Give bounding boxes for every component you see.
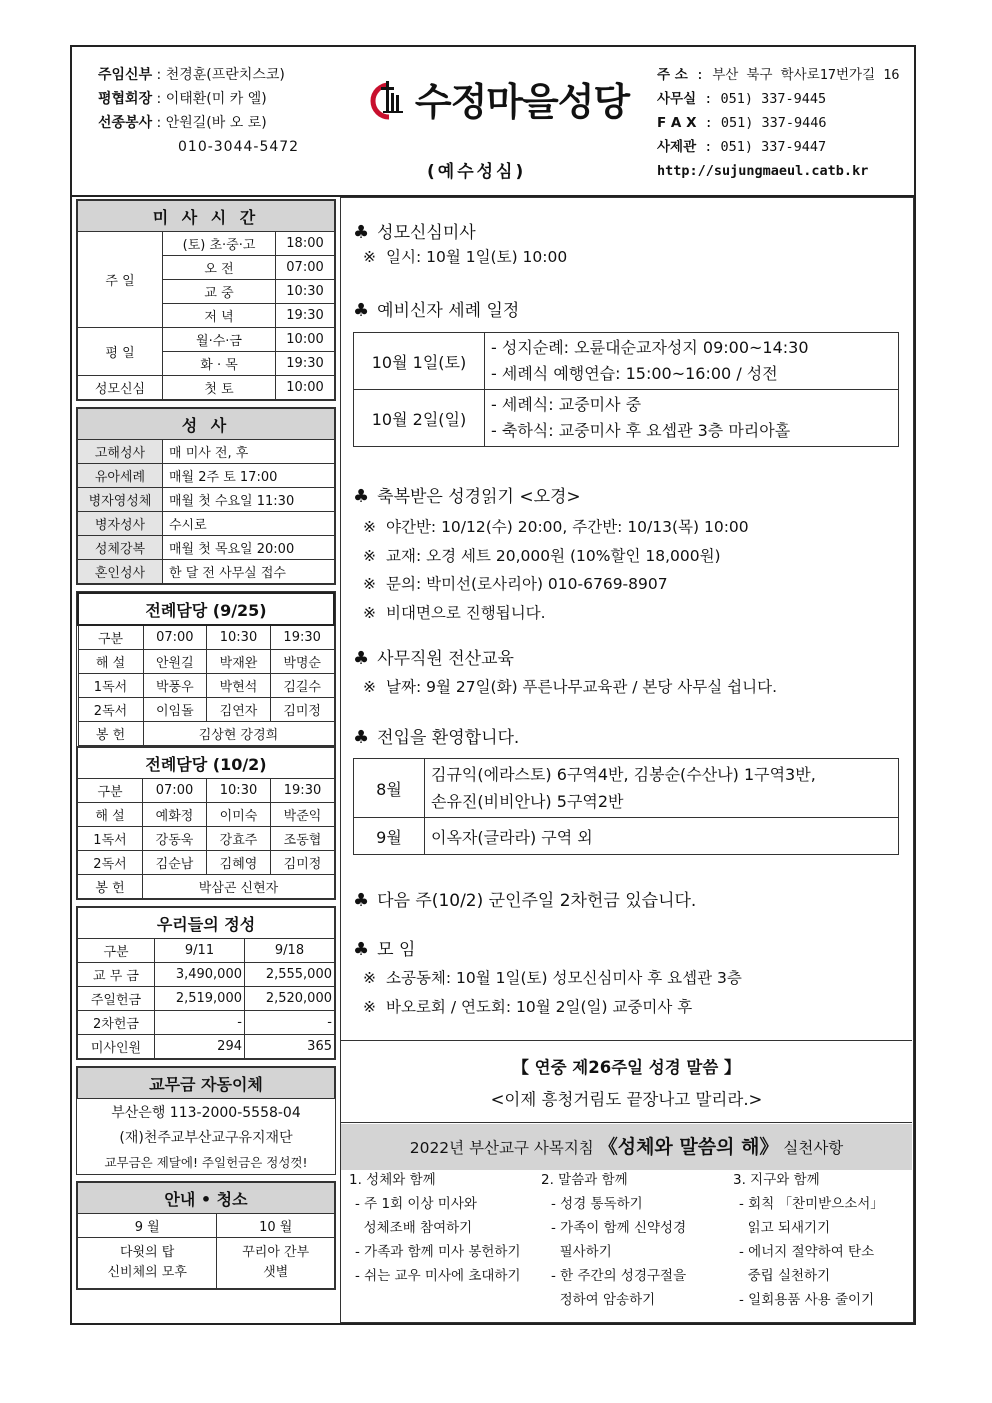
col-line: 정하여 암송하기	[551, 1292, 656, 1308]
cell: 김상현 강경희	[143, 722, 334, 746]
col-line: 필사하기	[551, 1244, 612, 1260]
col-line: - 일회용품 사용 줄이기	[739, 1292, 875, 1308]
col-line: 1. 성체와 함께	[349, 1172, 436, 1188]
label: 주 소	[657, 67, 688, 83]
cell: (토) 초·중·고	[163, 232, 276, 256]
cell: 구분	[78, 779, 143, 803]
cell: 고해성사	[78, 440, 163, 464]
clubs-icon: ♣	[353, 727, 370, 748]
col-line: 중립 실천하기	[739, 1268, 831, 1284]
cell: 구분	[78, 625, 143, 650]
pastoral-col-2	[541, 1168, 731, 1312]
notice-title: 전입을 환영합니다.	[377, 728, 520, 748]
cell: 2,519,000	[155, 987, 245, 1011]
cell: 매월 첫 수요일 11:30	[163, 488, 335, 512]
cell: 박준익	[271, 803, 335, 827]
clubs-icon: ♣	[353, 486, 370, 507]
reference-mark-icon: ※	[363, 546, 376, 565]
bank-account: 부산은행 113-2000-5558-04	[111, 1104, 301, 1121]
row-label: 평 일	[78, 328, 163, 376]
liturgy-0925	[76, 591, 336, 746]
banner-pre: 2022년 부산교구 사목지침	[409, 1139, 594, 1157]
cell: 이임돌	[143, 698, 207, 722]
section-title: 안내 • 청소	[78, 1183, 335, 1214]
scripture-text: <이제 흥청거림도 끝장나고 말리라.>	[490, 1090, 763, 1109]
sacraments	[76, 407, 336, 585]
cleaning-box	[76, 1181, 336, 1290]
cell: 병자영성체	[78, 488, 163, 512]
church-logo-icon	[369, 77, 411, 121]
cell: - 성지순례: 오륜대순교자성지 09:00~14:30	[491, 338, 809, 357]
reference-mark-icon: ※	[363, 518, 376, 536]
cell: 신비체의 모후	[107, 1265, 187, 1280]
section-title: 성 사	[78, 409, 335, 440]
notice-line: 교재: 오경 세트 20,000원 (10%할인 18,000원)	[386, 546, 721, 565]
value: 051) 337-9445	[720, 91, 827, 107]
phone: 010-3044-5472	[178, 139, 300, 155]
cell: 병자성사	[78, 512, 163, 536]
value: 051) 337-9446	[720, 115, 827, 131]
notice-meeting	[353, 935, 742, 1021]
cell: 10:00	[276, 328, 335, 352]
row-label: 성모신심	[78, 376, 163, 400]
notice-mass	[353, 218, 567, 272]
cell: 9 월	[78, 1214, 217, 1238]
page-title: 수정마을성당	[414, 80, 630, 124]
cell: 샛별	[263, 1265, 289, 1280]
cell: 19:30	[271, 779, 335, 803]
cell: 한 달 전 사무실 접수	[163, 560, 335, 584]
clubs-icon: ♣	[353, 300, 370, 321]
cell: 강효주	[207, 827, 271, 851]
cell: 07:00	[276, 256, 335, 280]
cell: 교 중	[163, 280, 276, 304]
reference-mark-icon: ※	[363, 603, 376, 622]
divider	[341, 1040, 912, 1041]
clubs-icon: ♣	[353, 939, 370, 960]
cell: 박풍우	[143, 674, 207, 698]
cell: - 축하식: 교중미사 후 요셉관 3층 마리아홀	[491, 421, 791, 440]
section-title: 교무금 자동이체	[78, 1068, 335, 1099]
col-line: - 주 1회 이상 미사와	[355, 1196, 477, 1212]
reference-mark-icon: ※	[363, 997, 376, 1016]
notice-training	[353, 644, 777, 702]
reference-mark-icon: ※	[363, 969, 376, 987]
label: 주임신부	[98, 67, 153, 83]
col-line: - 에너지 절약하여 탄소	[739, 1244, 875, 1260]
cell: -	[245, 1011, 335, 1035]
value: 051) 337-9447	[720, 139, 827, 155]
cell: 김길수	[270, 674, 334, 698]
section-title: 전례담당 (9/25)	[78, 593, 334, 625]
baptism-table	[353, 332, 899, 447]
cell: 예화정	[143, 803, 207, 827]
notice-offering	[353, 886, 696, 911]
notice-title: 축복받은 성경읽기 <오경>	[377, 487, 581, 507]
website-link[interactable]: http://sujungmaeul.catb.kr	[657, 163, 869, 179]
col-line: - 한 주간의 성경구절을	[551, 1268, 687, 1284]
header-contacts: 주 소 : 부산 북구 학사로17번가길 16 사무실 : 051) 337-9445 F A X : 051) 337-9446 사제관 : 051) 337-9447 http://sujungmaeul.catb.kr	[657, 63, 900, 183]
cell: 박현석	[207, 674, 271, 698]
label: 선종봉사	[98, 115, 153, 131]
cell: 김순남	[143, 851, 207, 875]
note: 교무금은 제달에! 주일헌금은 정성껏!	[104, 1154, 308, 1170]
cell: 혼인성사	[78, 560, 163, 584]
autopay-box	[76, 1066, 336, 1175]
cell: 18:00	[276, 232, 335, 256]
cell: 19:30	[276, 304, 335, 328]
col-line: - 가족이 함께 신약성경	[551, 1220, 687, 1236]
cell: 월·수·금	[163, 328, 276, 352]
cell: 10월 2일(일)	[354, 390, 485, 447]
notice-line: 야간반: 10/12(수) 20:00, 주간반: 10/13(목) 10:00	[386, 518, 749, 536]
cell: 9월	[354, 818, 425, 855]
cell: 2,555,000	[245, 963, 335, 987]
notice-title: 예비신자 세례 일정	[377, 301, 520, 321]
col-line: - 성경 통독하기	[551, 1196, 643, 1212]
cell: 10:30	[207, 779, 271, 803]
cell: 3,490,000	[155, 963, 245, 987]
page-subtitle: (예수성심)	[427, 162, 527, 182]
cell: 매월 첫 목요일 20:00	[163, 536, 335, 560]
notice-welcome	[353, 723, 519, 748]
reference-mark-icon: ※	[363, 248, 376, 266]
label: 사제관	[657, 139, 697, 155]
notices-column	[340, 197, 914, 1323]
offering-table	[76, 906, 336, 1060]
notice-baptism	[353, 296, 519, 321]
cell: 저 녁	[163, 304, 276, 328]
cell: 9/11	[155, 939, 245, 963]
header-staff: 주임신부 : 천경훈(프란치스코) 평협회장 : 이태환(미 카 엘) 선종봉사 : 안원길(바 오 로) 010-3044-5472	[98, 63, 299, 159]
cell: 10:30	[276, 280, 335, 304]
banner-post: 실천사항	[783, 1139, 844, 1157]
liturgy-1002	[76, 746, 336, 900]
cell: 다윗의 탑	[119, 1245, 175, 1260]
cell: 해 설	[78, 650, 143, 674]
cell: 매월 2주 토 17:00	[163, 464, 335, 488]
cell: 오 전	[163, 256, 276, 280]
cell: 봉 헌	[78, 875, 143, 899]
section-title: 우리들의 정성	[78, 908, 335, 939]
cell: 꾸리아 간부	[242, 1245, 310, 1260]
cell: 성체강복	[78, 536, 163, 560]
cell: 294	[155, 1035, 245, 1059]
notice-bible	[353, 482, 749, 627]
cell: 9/18	[245, 939, 335, 963]
cell: 주일헌금	[78, 987, 155, 1011]
cell: 2,520,000	[245, 987, 335, 1011]
reference-mark-icon: ※	[363, 575, 376, 593]
cell: 교 무 금	[78, 963, 155, 987]
cell: 박삼곤 신현자	[143, 875, 335, 899]
section-title: 전례담당 (10/2)	[78, 748, 335, 779]
cell: 이옥자(글라라) 구역 외	[425, 818, 899, 855]
mass-times	[76, 199, 336, 401]
cell: 해 설	[78, 803, 143, 827]
row-label: 주 일	[78, 232, 163, 328]
bulletin-frame	[70, 45, 916, 1325]
value: 안원길(바 오 로)	[165, 115, 267, 131]
col-line: 3. 지구와 함께	[733, 1172, 820, 1188]
cell: 김혜영	[207, 851, 271, 875]
value: 이태환(미 카 엘)	[165, 91, 267, 107]
scripture-title: 【 연중 제26주일 성경 말씀 】	[512, 1058, 741, 1077]
value: 부산 북구 학사로17번가길 16	[712, 67, 900, 83]
cell: 안원길	[143, 650, 207, 674]
cell: 유아세례	[78, 464, 163, 488]
col-line: 읽고 되새기기	[739, 1220, 831, 1236]
cell: -	[155, 1011, 245, 1035]
pastoral-col-3	[733, 1168, 913, 1312]
label: F A X	[657, 115, 697, 131]
section-title: 미 사 시 간	[78, 201, 335, 232]
cell: 조동협	[271, 827, 335, 851]
cell: 김미정	[271, 851, 335, 875]
cell: 2독서	[78, 851, 143, 875]
cell: 8월	[354, 759, 425, 818]
cell: 박재완	[207, 650, 271, 674]
cell: 첫 토	[163, 376, 276, 400]
church-title	[344, 71, 654, 126]
notice-line: 문의: 박미선(로사리아) 010-6769-8907	[386, 575, 668, 593]
notice-line: 소공동체: 10월 1일(토) 성모신심미사 후 요셉관 3층	[386, 969, 742, 987]
cell: 화 · 목	[163, 352, 276, 376]
cell: 박명순	[270, 650, 334, 674]
banner-main: 《성체와 말씀의 해》	[598, 1136, 779, 1158]
cell: 19:30	[276, 352, 335, 376]
divider	[341, 1122, 912, 1123]
value: 천경훈(프란치스코)	[165, 67, 285, 83]
cell: 10:00	[276, 376, 335, 400]
notice-line: 날짜: 9월 27일(화) 푸른나무교육관 / 본당 사무실 쉽니다.	[386, 678, 778, 696]
header	[72, 47, 914, 197]
cell: 07:00	[143, 625, 207, 650]
notice-title: 모 임	[377, 940, 416, 960]
cell: 이미숙	[207, 803, 271, 827]
notice-title: 다음 주(10/2) 군인주일 2차헌금 있습니다.	[377, 891, 697, 911]
cell: 수시로	[163, 512, 335, 536]
cell: 1독서	[78, 674, 143, 698]
notice-line: 비대면으로 진행됩니다.	[386, 603, 546, 622]
cell: 10월 1일(토)	[354, 333, 485, 390]
pastoral-col-1	[349, 1168, 539, 1288]
cell: 구분	[78, 939, 155, 963]
cell: 손유진(비비안나) 5구역2반	[431, 792, 624, 811]
notice-line: 바오로회 / 연도회: 10월 2일(일) 교중미사 후	[386, 997, 693, 1016]
notice-line: 일시: 10월 1일(토) 10:00	[386, 248, 568, 266]
cell: 1독서	[78, 827, 143, 851]
clubs-icon: ♣	[353, 890, 370, 911]
notice-title: 성모신심미사	[377, 223, 476, 243]
cell: 10 월	[217, 1214, 335, 1238]
cell: 2독서	[78, 698, 143, 722]
cell: 김미정	[270, 698, 334, 722]
cell: 김규익(에라스토) 6구역4반, 김봉순(수산나) 1구역3반,	[431, 765, 816, 784]
cell: 10:30	[207, 625, 271, 650]
notice-title: 사무직원 전산교육	[377, 649, 514, 669]
clubs-icon: ♣	[353, 648, 370, 669]
col-line: 2. 말씀과 함께	[541, 1172, 628, 1188]
cell: - 세례식: 교중미사 중	[491, 395, 642, 414]
cell: 2차헌금	[78, 1011, 155, 1035]
pastoral-banner	[341, 1124, 912, 1170]
cell: 미사인원	[78, 1035, 155, 1059]
cell: 19:30	[270, 625, 334, 650]
cell: - 세례식 예행연습: 15:00~16:00 / 성전	[491, 364, 778, 383]
col-line: - 회칙 「찬미받으소서」	[739, 1196, 884, 1212]
cell: 07:00	[143, 779, 207, 803]
cell: 봉 헌	[78, 722, 143, 746]
welcome-table	[353, 758, 899, 855]
clubs-icon: ♣	[353, 222, 370, 243]
reference-mark-icon: ※	[363, 678, 376, 696]
label: 평협회장	[98, 91, 153, 107]
col-line: 성체조배 참여하기	[355, 1220, 473, 1236]
left-column	[76, 199, 336, 1296]
col-line: - 쉬는 교우 미사에 초대하기	[355, 1268, 521, 1284]
cell: 김연자	[207, 698, 271, 722]
col-line: - 가족과 함께 미사 봉헌하기	[355, 1244, 521, 1260]
cell: 매 미사 전, 후	[163, 440, 335, 464]
label: 사무실	[657, 91, 697, 107]
cell: 강동욱	[143, 827, 207, 851]
cell: 365	[245, 1035, 335, 1059]
account-holder: (재)천주교부산교구유지재단	[119, 1129, 293, 1146]
